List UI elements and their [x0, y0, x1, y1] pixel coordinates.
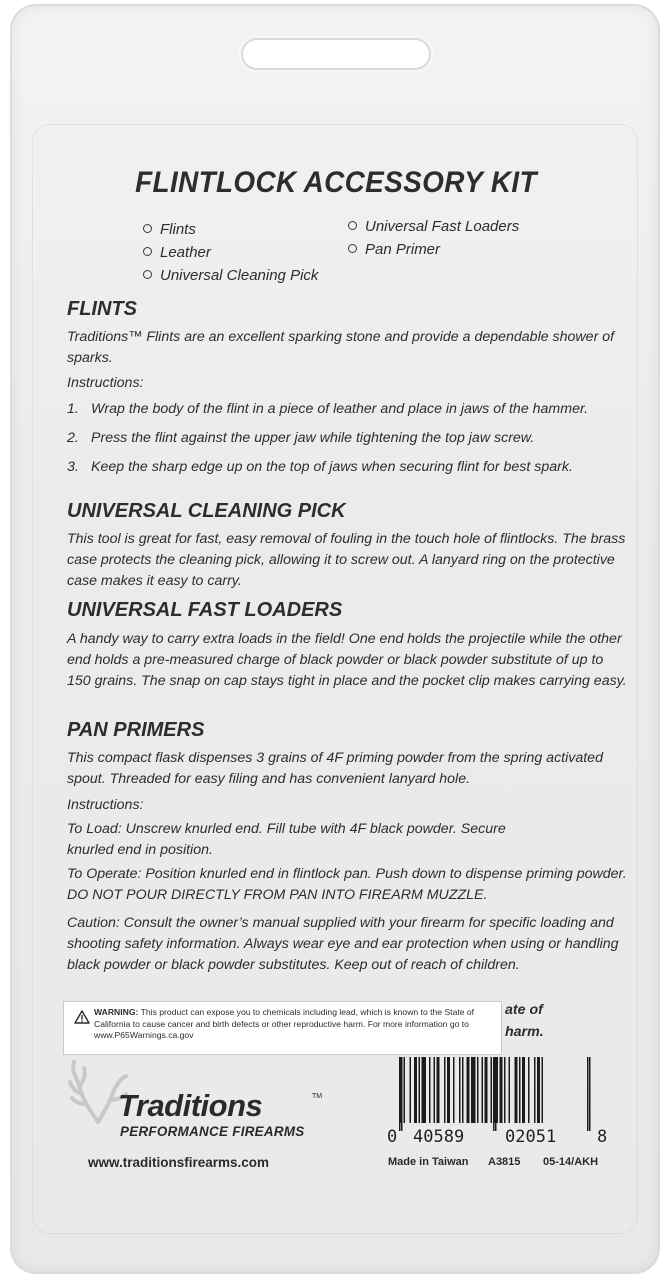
- flints-heading: FLINTS: [67, 298, 137, 320]
- brand-tagline: PERFORMANCE FIREARMS: [120, 1124, 305, 1139]
- made-in-text: Made in Taiwan: [388, 1156, 469, 1168]
- flints-step: 3. Keep the sharp edge up on the top of jaws when securing flint for best spark.: [67, 459, 573, 475]
- barcode-bar: [522, 1057, 525, 1123]
- contents-item: Flints: [143, 218, 318, 241]
- prop65-warning-label: [63, 1001, 502, 1055]
- obscured-text: ate of: [505, 1002, 543, 1018]
- flints-steps: [67, 399, 627, 486]
- pan-primers-to-load: To Load: Unscrew knurled end. Fill tube with 4F black powder. Secure knurled end in position.: [67, 821, 506, 858]
- pan-primers-instructions-label: Instructions:: [67, 797, 144, 813]
- fast-loaders-heading: UNIVERSAL FAST LOADERS: [67, 599, 343, 621]
- bullet-icon: [348, 244, 357, 253]
- flints-body: Traditions™ Flints are an excellent sparking stone and provide a dependable shower of sparks.: [67, 329, 615, 366]
- fast-loaders-body: A handy way to carry extra loads in the field! One end holds the projectile while the other end holds a pre-measured charge of black powder or black powder substitute of up to 150 grains. The snap on cap stays tight in place and the pocket clip makes carrying easy.: [67, 631, 627, 689]
- bullet-icon: [143, 270, 152, 279]
- contents-item: Leather: [143, 241, 318, 264]
- barcode-bar: [462, 1057, 464, 1123]
- barcode-bar: [410, 1057, 412, 1123]
- item-code: A3815: [488, 1156, 521, 1168]
- barcode-bar: [528, 1057, 530, 1123]
- barcode-digits: [385, 1127, 610, 1147]
- date-code: 05-14/AKH: [543, 1156, 599, 1168]
- barcode-guard-bar: [399, 1057, 401, 1131]
- flints-step: 1. Wrap the body of the flint in a piece of leather and place in jaws of the hammer.: [67, 401, 589, 417]
- bullet-icon: [348, 221, 357, 230]
- barcode-bar: [419, 1057, 421, 1123]
- barcode-bar: [459, 1057, 461, 1123]
- pan-primers-body: This compact flask dispenses 3 grains of 4F priming powder from the spring activated spout. Threaded for easy filing and has convenient lanyard hole.: [67, 750, 603, 787]
- pan-primers-to-operate: To Operate: Position knurled end in flintlock pan. Push down to dispense priming powder. DO NOT POUR DIRECTLY FROM PAN INTO FIREARM MUZZLE.: [67, 866, 627, 903]
- barcode-bar: [485, 1057, 488, 1123]
- barcode-guard-bar: [401, 1057, 403, 1131]
- barcode-guard-bar: [493, 1057, 495, 1131]
- barcode-bar: [537, 1057, 540, 1123]
- barcode-bar: [447, 1057, 450, 1123]
- barcode-guard-bar: [587, 1057, 589, 1131]
- upc-barcode: [385, 1057, 610, 1149]
- bullet-icon: [143, 224, 152, 233]
- barcode-bar: [534, 1057, 536, 1123]
- barcode-digit-group: 0: [387, 1127, 398, 1147]
- warning-triangle-icon: [74, 1010, 90, 1024]
- barcode-bar: [434, 1057, 436, 1123]
- barcode-bar: [500, 1057, 503, 1123]
- barcode-bar: [437, 1057, 440, 1123]
- barcode-guard-bar: [495, 1057, 497, 1131]
- obscured-text: harm.: [505, 1024, 544, 1040]
- barcode-bar: [467, 1057, 470, 1123]
- cleaning-pick-heading: UNIVERSAL CLEANING PICK: [67, 500, 346, 522]
- barcode-bar: [414, 1057, 417, 1123]
- barcode-bar: [422, 1057, 427, 1123]
- barcode-bar: [453, 1057, 455, 1123]
- flints-step: 2. Press the flint against the upper jaw while tightening the top jaw screw.: [67, 430, 535, 446]
- contents-item: Universal Cleaning Pick: [143, 264, 318, 287]
- barcode-bar: [429, 1057, 431, 1123]
- trademark-mark: TM: [312, 1093, 323, 1100]
- barcode-bars: [385, 1057, 610, 1131]
- caution-text: Caution: Consult the owner’s manual supplied with your firearm for specific loading and shooting safety information. Always wear eye and ear protection when using or handling black powder or black powder substitutes. Keep out of reach of children.: [67, 915, 619, 973]
- barcode-bar: [444, 1057, 446, 1123]
- pan-primers-heading: PAN PRIMERS: [67, 719, 205, 741]
- barcode-bar: [519, 1057, 521, 1123]
- barcode-bar: [542, 1057, 544, 1123]
- warning-text: WARNING: This product can expose you to chemicals including lead, which is known to the State of California to cause cancer and birth defects or other reproductive harm. For more information go to www.P65Warnings.ca.gov: [94, 1007, 475, 1040]
- bullet-icon: [143, 247, 152, 256]
- contents-list-right: [348, 215, 519, 261]
- barcode-bar: [504, 1057, 506, 1123]
- barcode-digit-group: 02051: [505, 1127, 557, 1147]
- barcode-bar: [482, 1057, 484, 1123]
- contents-list-left: [143, 218, 318, 287]
- barcode-digit-group: 8: [597, 1127, 608, 1147]
- flints-instructions-label: Instructions:: [67, 375, 144, 391]
- barcode-digit-group: 40589: [413, 1127, 465, 1147]
- barcode-bar: [509, 1057, 511, 1123]
- barcode-guard-bar: [589, 1057, 591, 1131]
- barcode-bar: [477, 1057, 479, 1123]
- barcode-bar: [491, 1057, 493, 1123]
- barcode-bar: [471, 1057, 476, 1123]
- barcode-bar: [515, 1057, 518, 1123]
- cleaning-pick-body: This tool is great for fast, easy removal of fouling in the touch hole of flintlocks. The brass case protects the cleaning pick, allowing it to screw out. A lanyard ring on the protective case makes it easy to carry.: [67, 531, 626, 589]
- website-url: www.traditionsfirearms.com: [88, 1155, 270, 1170]
- product-title: FLINTLOCK ACCESSORY KIT: [135, 166, 537, 199]
- contents-item: Pan Primer: [348, 238, 519, 261]
- barcode-bar: [404, 1057, 406, 1123]
- contents-item: Universal Fast Loaders: [348, 215, 519, 238]
- brand-name: Traditions: [118, 1088, 263, 1123]
